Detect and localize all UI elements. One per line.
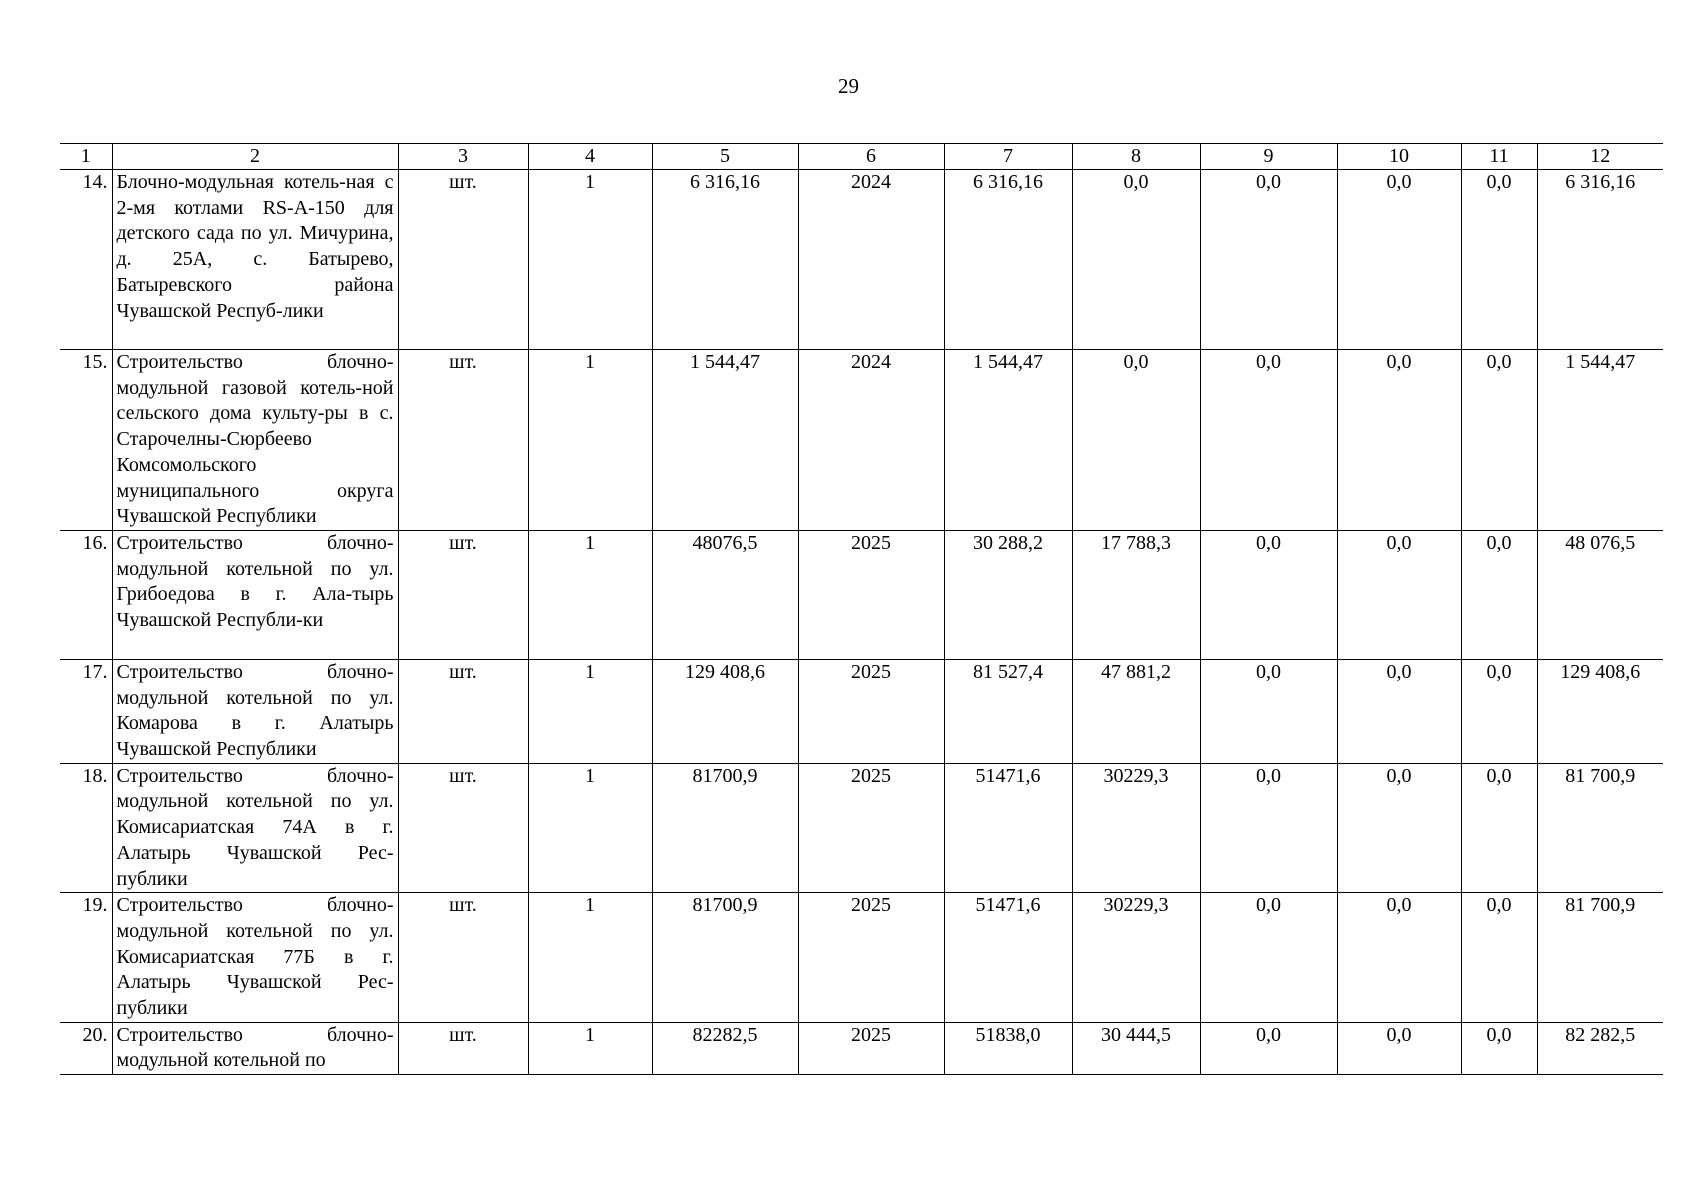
col5-cell: 82282,5: [652, 1022, 798, 1074]
col5-cell: 81700,9: [652, 763, 798, 893]
col9-cell: 0,0: [1200, 350, 1337, 531]
col9-cell: 0,0: [1200, 763, 1337, 893]
col7-cell: 81 527,4: [944, 659, 1072, 763]
col10-cell: 0,0: [1337, 350, 1461, 531]
column-header-3: 3: [398, 144, 528, 170]
quantity-cell: 1: [528, 659, 652, 763]
col7-cell: 6 316,16: [944, 170, 1072, 350]
year-cell: 2025: [798, 893, 944, 1023]
quantity-cell: 1: [528, 170, 652, 350]
column-header-2: 2: [112, 144, 398, 170]
col7-cell: 51838,0: [944, 1022, 1072, 1074]
col8-cell: 30 444,5: [1072, 1022, 1200, 1074]
year-cell: 2024: [798, 350, 944, 531]
col12-cell: 82 282,5: [1537, 1022, 1663, 1074]
object-name: Блочно-модульная котель-ная с 2-мя котлами RS-A-150 для детского сада по ул. Мичурина, д. 25А, с. Батырево, Батыревского района Чувашской Респуб-лики: [112, 170, 398, 350]
col12-cell: 6 316,16: [1537, 170, 1663, 350]
col10-cell: 0,0: [1337, 170, 1461, 350]
col11-cell: 0,0: [1461, 763, 1537, 893]
col5-cell: 6 316,16: [652, 170, 798, 350]
year-cell: 2025: [798, 1022, 944, 1074]
table-row: [60, 170, 1663, 350]
col9-cell: 0,0: [1200, 659, 1337, 763]
column-header-1: 1: [60, 144, 112, 170]
column-header-8: 8: [1072, 144, 1200, 170]
unit-cell: шт.: [398, 1022, 528, 1074]
col12-cell: 1 544,47: [1537, 350, 1663, 531]
col7-cell: 30 288,2: [944, 530, 1072, 659]
col8-cell: 47 881,2: [1072, 659, 1200, 763]
table-row: [60, 659, 1663, 763]
object-name: Строительство блочно-модульной котельной по: [112, 1022, 398, 1074]
col10-cell: 0,0: [1337, 763, 1461, 893]
column-header-9: 9: [1200, 144, 1337, 170]
col10-cell: 0,0: [1337, 1022, 1461, 1074]
row-number: 17.: [60, 659, 112, 763]
col9-cell: 0,0: [1200, 1022, 1337, 1074]
quantity-cell: 1: [528, 350, 652, 531]
row-number: 18.: [60, 763, 112, 893]
col10-cell: 0,0: [1337, 893, 1461, 1023]
col5-cell: 48076,5: [652, 530, 798, 659]
col5-cell: 81700,9: [652, 893, 798, 1023]
column-header-5: 5: [652, 144, 798, 170]
quantity-cell: 1: [528, 893, 652, 1023]
col8-cell: 30229,3: [1072, 893, 1200, 1023]
col11-cell: 0,0: [1461, 659, 1537, 763]
object-name: Строительство блочно-модульной котельной по ул. Комарова в г. Алатырь Чувашской Республики: [112, 659, 398, 763]
col5-cell: 129 408,6: [652, 659, 798, 763]
col12-cell: 48 076,5: [1537, 530, 1663, 659]
col7-cell: 51471,6: [944, 893, 1072, 1023]
unit-cell: шт.: [398, 763, 528, 893]
col12-cell: 129 408,6: [1537, 659, 1663, 763]
col12-cell: 81 700,9: [1537, 893, 1663, 1023]
unit-cell: шт.: [398, 893, 528, 1023]
unit-cell: шт.: [398, 530, 528, 659]
year-cell: 2025: [798, 530, 944, 659]
table-row: [60, 350, 1663, 531]
table-row: [60, 893, 1663, 1023]
object-name: Строительство блочно-модульной котельной по ул. Комисариатская 74А в г. Алатырь Чувашской Рес-публики: [112, 763, 398, 893]
year-cell: 2025: [798, 659, 944, 763]
column-header-7: 7: [944, 144, 1072, 170]
table-row: [60, 1022, 1663, 1074]
col10-cell: 0,0: [1337, 659, 1461, 763]
table-header: [60, 144, 1663, 170]
col7-cell: 1 544,47: [944, 350, 1072, 531]
object-name: Строительство блочно-модульной газовой котель-ной сельского дома культу-ры в с. Старочелны-Сюрбеево Комсомольского муниципального округа Чувашской Республики: [112, 350, 398, 531]
unit-cell: шт.: [398, 350, 528, 531]
row-number: 19.: [60, 893, 112, 1023]
header-row: [60, 144, 1663, 170]
data-table: [60, 143, 1663, 1075]
row-number: 20.: [60, 1022, 112, 1074]
quantity-cell: 1: [528, 530, 652, 659]
unit-cell: шт.: [398, 659, 528, 763]
year-cell: 2025: [798, 763, 944, 893]
col11-cell: 0,0: [1461, 1022, 1537, 1074]
unit-cell: шт.: [398, 170, 528, 350]
col11-cell: 0,0: [1461, 530, 1537, 659]
year-cell: 2024: [798, 170, 944, 350]
col11-cell: 0,0: [1461, 893, 1537, 1023]
col5-cell: 1 544,47: [652, 350, 798, 531]
col8-cell: 30229,3: [1072, 763, 1200, 893]
col10-cell: 0,0: [1337, 530, 1461, 659]
table-body: [60, 170, 1663, 1075]
col9-cell: 0,0: [1200, 170, 1337, 350]
col8-cell: 0,0: [1072, 350, 1200, 531]
column-header-12: 12: [1537, 144, 1663, 170]
row-number: 15.: [60, 350, 112, 531]
table-row: [60, 530, 1663, 659]
object-name: Строительство блочно-модульной котельной по ул. Грибоедова в г. Ала-тырь Чувашской Республи-ки: [112, 530, 398, 659]
table-row: [60, 763, 1663, 893]
col11-cell: 0,0: [1461, 170, 1537, 350]
column-header-4: 4: [528, 144, 652, 170]
col9-cell: 0,0: [1200, 893, 1337, 1023]
col12-cell: 81 700,9: [1537, 763, 1663, 893]
row-number: 16.: [60, 530, 112, 659]
quantity-cell: 1: [528, 1022, 652, 1074]
col9-cell: 0,0: [1200, 530, 1337, 659]
quantity-cell: 1: [528, 763, 652, 893]
row-number: 14.: [60, 170, 112, 350]
col7-cell: 51471,6: [944, 763, 1072, 893]
column-header-6: 6: [798, 144, 944, 170]
column-header-11: 11: [1461, 144, 1537, 170]
col8-cell: 0,0: [1072, 170, 1200, 350]
column-header-10: 10: [1337, 144, 1461, 170]
page-number: 29: [838, 74, 859, 98]
object-name: Строительство блочно-модульной котельной по ул. Комисариатская 77Б в г. Алатырь Чувашской Рес-публики: [112, 893, 398, 1023]
col8-cell: 17 788,3: [1072, 530, 1200, 659]
col11-cell: 0,0: [1461, 350, 1537, 531]
